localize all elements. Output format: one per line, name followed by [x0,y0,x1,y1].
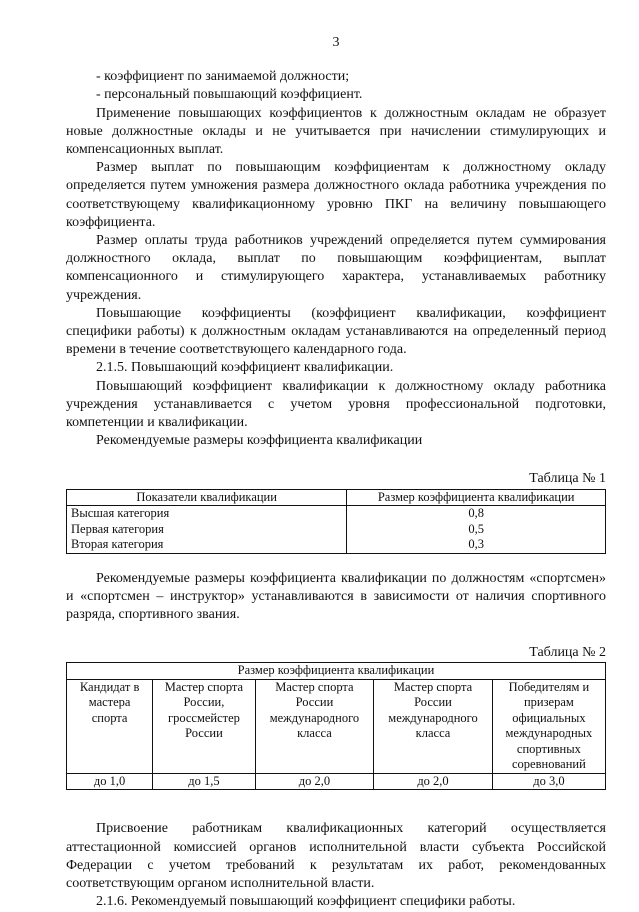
table-cell: до 1,5 [153,773,255,790]
paragraph-recommended-sizes: Рекомендуемые размеры коэффициента квалификации [96,433,423,449]
table-cell: до 2,0 [374,773,493,790]
table1-caption: Таблица № 1 [529,471,606,487]
table-cell: до 1,0 [67,773,153,790]
sport-rank-table [66,662,606,790]
table-cell: Высшая категория [67,506,347,522]
qualification-table [66,489,606,554]
table-header-row [67,679,606,773]
table-cell: до 2,0 [255,773,374,790]
paragraph-qualification-coefficient: Повышающий коэффициент квалификации к должностному окладу работника учреждения устанавливается с учетом уровня профессиональной подготовки, компетенции и квалификации. [66,378,606,431]
page-number: 3 [332,35,340,50]
table-cell: Вторая категория [67,537,347,553]
section-heading-2-1-5: 2.1.5. Повышающий коэффициент квалификации. [96,360,394,376]
list-item-personal-coefficient: - персональный повышающий коэффициент. [96,87,363,103]
list-item-position-coefficient: - коэффициент по занимаемой должности; [96,69,350,85]
table-header-cell: Размер коэффициента квалификации [67,663,606,680]
table-header-cell: Мастер спорта России международного класса [374,679,493,773]
paragraph-payment-size: Размер выплат по повышающим коэффициентам к должностному окладу определяется путем умножения размера должностного оклада работника учреждения по соответствующему квалификационному уровню ПКГ на величину повышающего коэффициента. [66,160,606,230]
table-header-cell: Размер коэффициента квалификации [347,489,606,506]
paragraph-coefficients-application: Применение повышающих коэффициентов к должностным окладам не образует новые должностные оклады и не учитывается при начислении стимулирующих и компенсационных выплат. [66,105,606,158]
table-header-cell: Победителям и призерам официальных международных спортивных соревнований [492,679,605,773]
table-cell: до 3,0 [492,773,605,790]
table-row [67,773,606,790]
paragraph-salary-size: Размер оплаты труда работников учреждений определяется путем суммирования должностного оклада, выплат по повышающим коэффициентам, выплат компенсационного и стимулирующего характера, устанавливаемых работнику учреждения. [66,233,606,303]
table-cell: 0,3 [347,537,606,553]
table-header-cell: Кандидат в мастера спорта [67,679,153,773]
paragraph-athlete-coefficient: Рекомендуемые размеры коэффициента квалификации по должностям «спортсмен» и «спортсмен – инструктор» устанавливаются в зависимости от наличия спортивного разряда, спортивного звания. [66,570,606,623]
table2-caption: Таблица № 2 [529,645,606,661]
table-cell: 0,5 [347,522,606,538]
table-cell: Первая категория [67,522,347,538]
table-cell: 0,8 [347,506,606,522]
paragraph-category-assignment: Присвоение работникам квалификационных категорий осуществляется аттестационной комиссией органов исполнительной власти субъекта Российской Федерации с учетом требований к результатам их работ, рекомендованных соответствующим органом исполнительной власти. [66,821,606,892]
table-header-row [67,663,606,680]
table-header-cell: Мастер спорта России международного класса [255,679,374,773]
table-header-cell: Мастер спорта России, гроссмейстер России [153,679,255,773]
table-header-row [67,489,606,506]
table-row [67,522,606,538]
table-row [67,537,606,553]
table-header-cell: Показатели квалификации [67,489,347,506]
paragraph-coefficients-period: Повышающие коэффициенты (коэффициент квалификации, коэффициент специфики работы) к должностным окладам устанавливаются на определенный период времени в течение соответствующего календарного года. [66,305,606,358]
section-heading-2-1-6: 2.1.6. Рекомендуемый повышающий коэффициент специфики работы. [96,894,516,910]
table-row [67,506,606,522]
